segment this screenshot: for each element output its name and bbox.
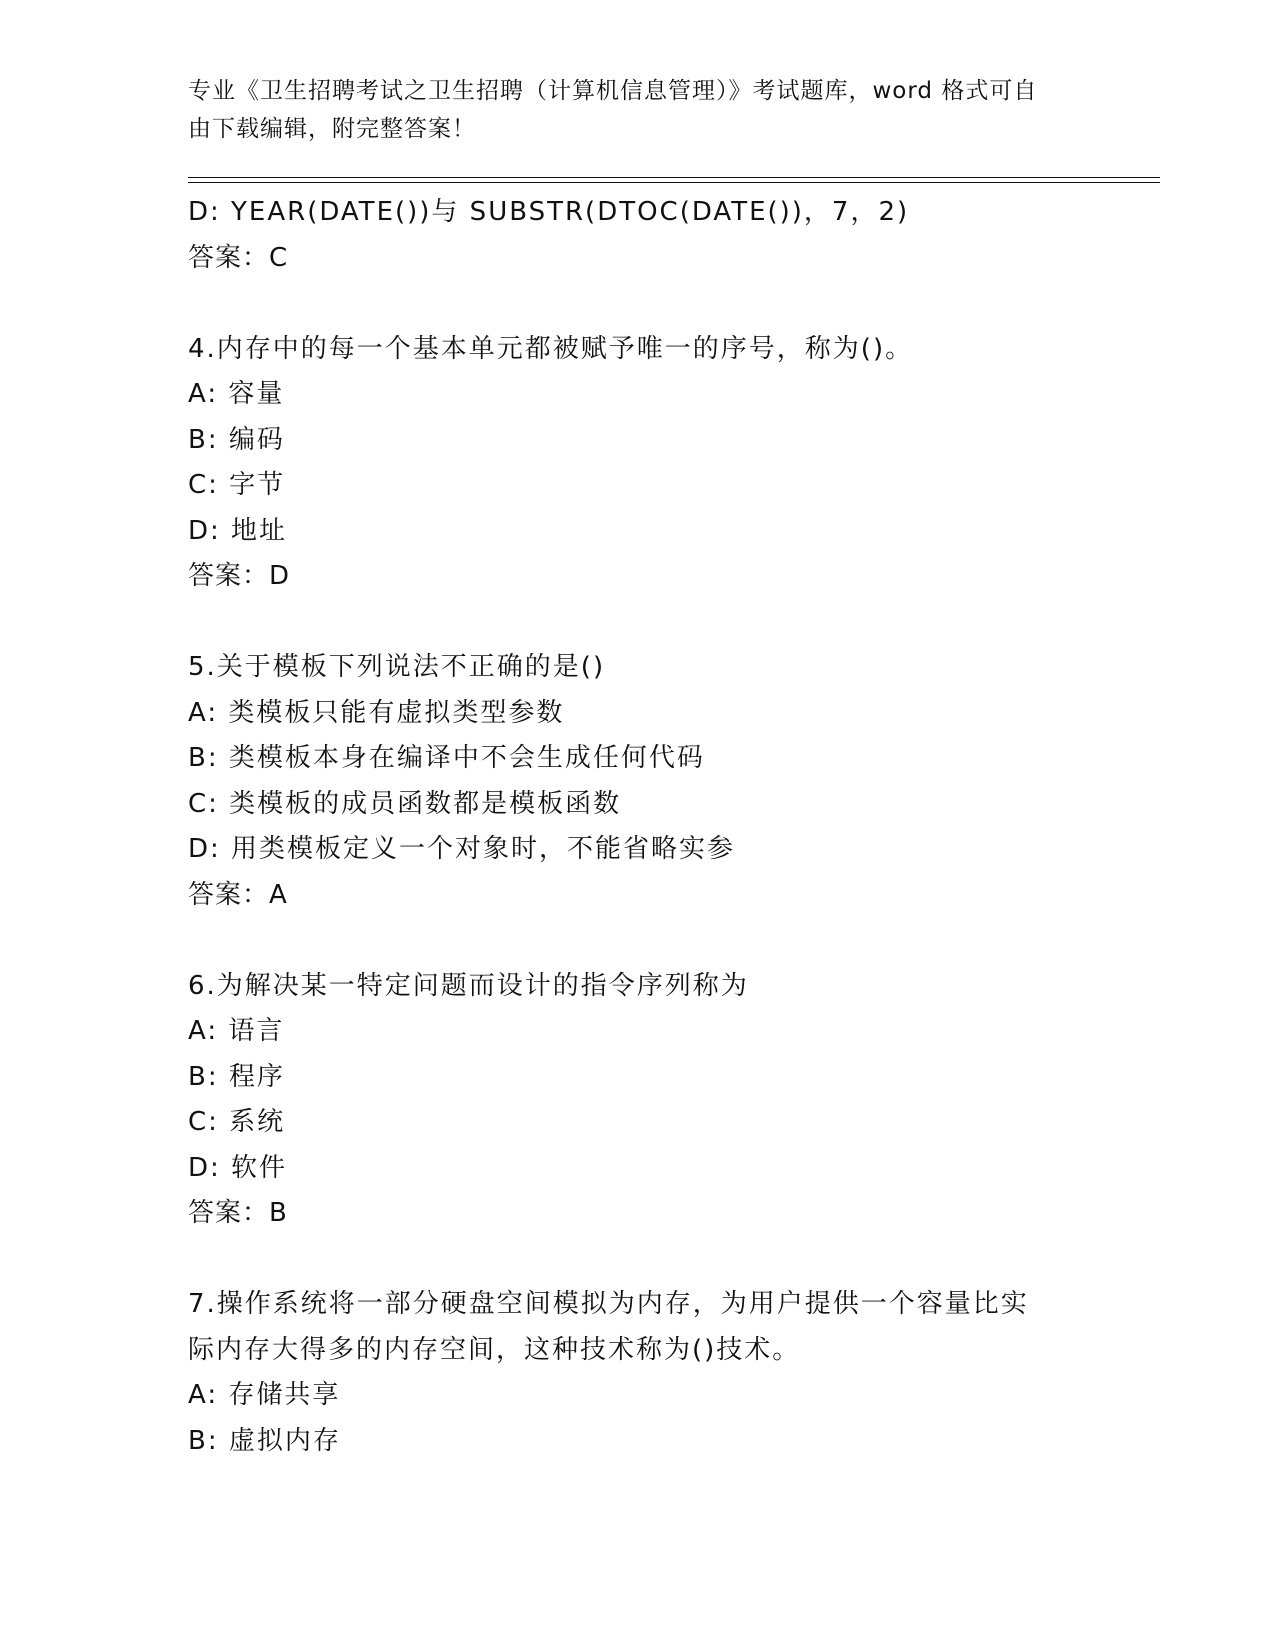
question-spacer [188, 918, 1088, 964]
option-c: C: 类模板的成员函数都是模板函数 [188, 788, 622, 819]
question-spacer [188, 281, 1088, 327]
option-d: D: 地址 [188, 515, 288, 546]
option-b: B: 类模板本身在编译中不会生成任何代码 [188, 743, 705, 773]
answer-line: 答案：A [188, 879, 288, 910]
option-b: B: 虚拟内存 [188, 1425, 341, 1456]
question-stem-line-2: 际内存大得多的内存空间，这种技术称为()技术。 [188, 1334, 801, 1365]
question-spacer [188, 600, 1088, 646]
answer-line: 答案：B [188, 1198, 288, 1228]
option-a: A: 语言 [188, 1016, 285, 1046]
header-divider-top [188, 177, 1160, 178]
option-c: C: 系统 [188, 1107, 286, 1137]
option-a: A: 类模板只能有虚拟类型参数 [188, 697, 565, 728]
option-d: D: YEAR(DATE())与 SUBSTR(DTOC(DATE())，7，2) [188, 197, 910, 227]
option-d: D: 用类模板定义一个对象时，不能省略实参 [188, 834, 736, 864]
header-line-2: 由下载编辑，附完整答案！ [188, 116, 476, 142]
option-b: B: 程序 [188, 1061, 285, 1092]
question-spacer [188, 1237, 1088, 1283]
question-stem: 4.内存中的每一个基本单元都被赋予唯一的序号，称为()。 [188, 333, 914, 364]
header-line-1: 专业《卫生招聘考试之卫生招聘（计算机信息管理）》考试题库，word 格式可自 [188, 78, 1038, 104]
question-stem-line-1: 7.操作系统将一部分硬盘空间模拟为内存，为用户提供一个容量比实 [188, 1289, 1029, 1319]
answer-line: 答案：D [188, 561, 291, 591]
header-divider-bottom [188, 182, 1160, 183]
option-b: B: 编码 [188, 424, 285, 455]
option-a: A: 存储共享 [188, 1380, 341, 1410]
question-list [188, 190, 1088, 1464]
question-stem: 6.为解决某一特定问题而设计的指令序列称为 [188, 970, 749, 1001]
document-header [188, 72, 1088, 148]
question-stem: 5.关于模板下列说法不正确的是() [188, 652, 606, 682]
option-a: A: 容量 [188, 379, 285, 409]
answer-line: 答案：C [188, 242, 289, 273]
option-d: D: 软件 [188, 1152, 288, 1183]
option-c: C: 字节 [188, 470, 286, 500]
